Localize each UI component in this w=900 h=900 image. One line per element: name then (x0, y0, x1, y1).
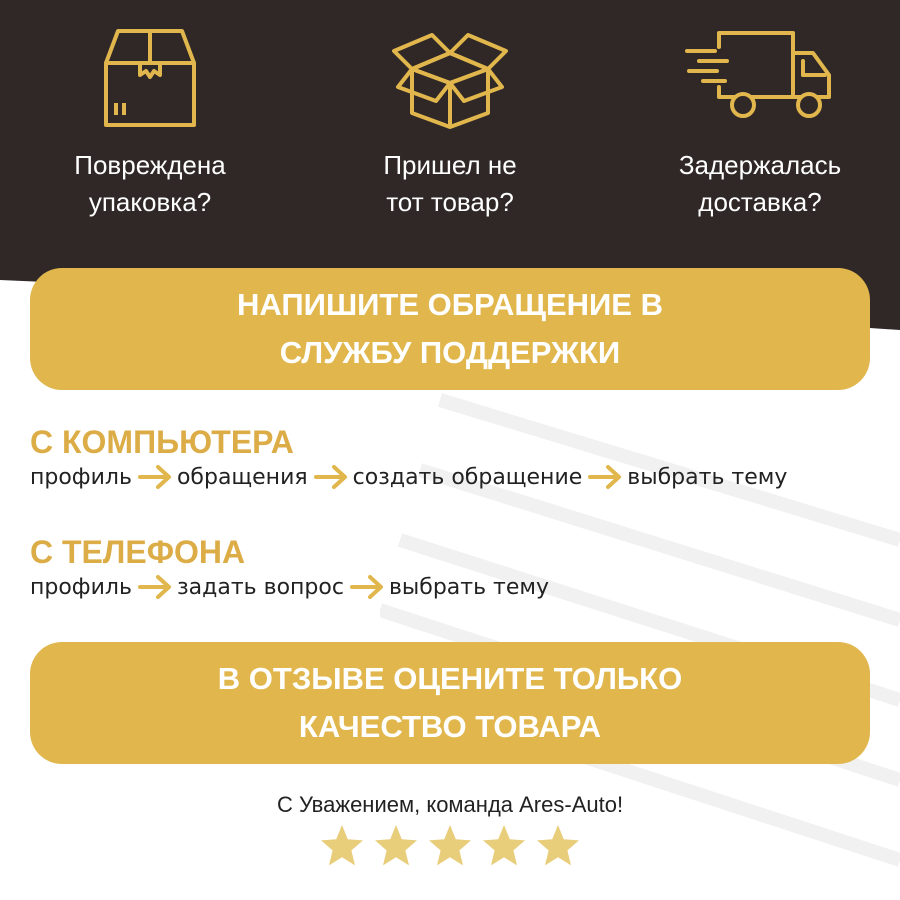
star-icon (426, 822, 474, 870)
star-icon (534, 822, 582, 870)
signoff-text: С Уважением, команда Ares-Auto! (276, 792, 624, 817)
issue-label: Задержалась доставка? (678, 150, 842, 217)
support-banner: НАПИШИТЕ ОБРАЩЕНИЕ В СЛУЖБУ ПОДДЕРЖКИ (30, 268, 870, 390)
step-profile: профиль (30, 464, 132, 490)
delivery-truck-icon (685, 25, 835, 129)
arrow-right-icon (138, 464, 172, 490)
arrow-right-icon (314, 464, 348, 490)
open-box-icon (390, 25, 510, 129)
review-banner: В ОТЗЫВЕ ОЦЕНИТЕ ТОЛЬКО КАЧЕСТВО ТОВАРА (30, 642, 870, 764)
arrow-right-icon (350, 574, 384, 600)
star-icon (480, 822, 528, 870)
issue-wrong-item (320, 25, 580, 221)
step-choose-topic: выбрать тему (388, 574, 550, 600)
computer-steps (30, 464, 787, 490)
computer-section-title: С КОМПЬЮТЕРА (30, 424, 294, 460)
phone-section-title: С ТЕЛЕФОНА (30, 534, 246, 570)
phone-steps (30, 574, 549, 600)
arrow-right-icon (138, 574, 172, 600)
damaged-box-icon (100, 25, 200, 129)
step-choose-topic: выбрать тему (627, 464, 788, 490)
rating-stars (0, 822, 900, 870)
issue-label: Пришел не тот товар? (383, 150, 517, 217)
decorative-stripes (380, 360, 900, 900)
step-ask-question: задать вопрос (176, 574, 344, 600)
issue-damaged-packaging (20, 25, 280, 221)
step-create-request: создать обращение (352, 464, 583, 490)
step-requests: обращения (176, 464, 308, 490)
issue-delayed-delivery (630, 25, 890, 221)
star-icon (372, 822, 420, 870)
star-icon (318, 822, 366, 870)
arrow-right-icon (588, 464, 622, 490)
step-profile: профиль (30, 574, 132, 600)
issue-label: Повреждена упаковка? (74, 150, 226, 217)
